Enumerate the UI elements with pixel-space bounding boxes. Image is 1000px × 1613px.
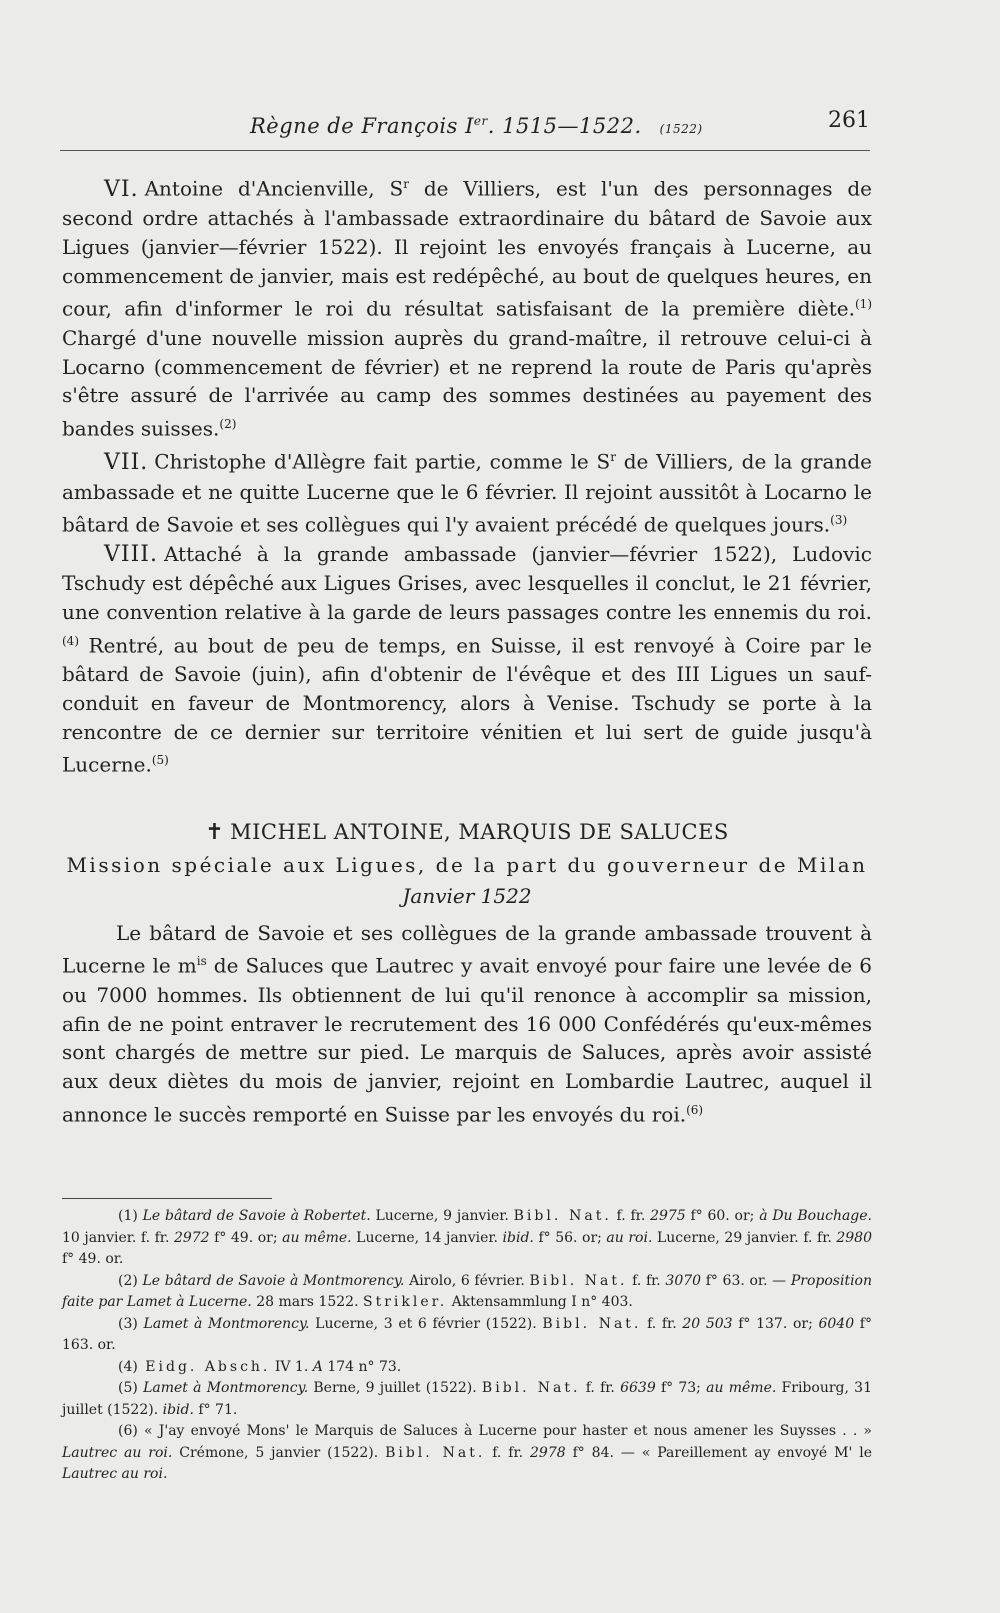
footnote-text: 2980 — [836, 1229, 872, 1246]
footnote-text: f. fr. — [641, 1315, 683, 1332]
footnote-text: Le bâtard de Savoie à Montmorency. — [137, 1272, 405, 1289]
footnote-text: Crémone, 5 janvier (1522). — [172, 1444, 386, 1461]
footnote-text: f. fr. — [611, 1208, 651, 1224]
section-number: VIII. — [104, 541, 158, 567]
footnote-text: Bibl. Nat. — [385, 1444, 486, 1461]
footnote-text: Lautrec au roi. — [62, 1444, 173, 1461]
footnote-text: f. fr. — [627, 1272, 666, 1289]
footnote-text: f. fr. — [580, 1380, 621, 1396]
section-vii: VII. Christophe d'Allègre fait partie, comme le $S^r$ de Villiers, de la grande ambassade et ne quitte Lucerne que le 6 février. Il rejoint aussitôt à Locarno le bâtard de Savoie et ses collègues qui l'y avaient précédé de quelques jours.$^{(3)}$ — [62, 449, 872, 538]
footnote-number: (4) — [118, 1358, 138, 1375]
footnote-text: f° 49. or; — [209, 1229, 283, 1246]
footnote-text: Lautrec au roi. — [62, 1466, 168, 1482]
footnote-number: (3) — [118, 1315, 138, 1332]
footnote-text: f° 84. — « Pareillement ay envoyé M' le — [565, 1444, 873, 1461]
footnote-text: 2978 — [530, 1444, 566, 1461]
footnote-text: Berne, 9 juillet (1522). — [308, 1380, 482, 1396]
header-rule — [60, 150, 870, 151]
entry-mission: Mission spéciale aux Ligues, de la part du gouverneur de Milan — [66, 853, 868, 878]
section-vi: VI. Antoine d'Ancienville, $S^r$ de Villiers, est l'un des personnages de second ordre attachés à l'ambassade extraordinaire du bâtard de Savoie aux Ligues (janvier—février 1522). Il rejoint les envoyés français à Lucerne, au commencement de janvier, mais est redépêché, au bout de quelques heures, en cour, afin d'informer le roi du résultat satisfaisant de la première diète.$^{(1)}$ Chargé d'une nouvelle mission auprès du grand-maître, il retrouve celui-ci à Locarno (commencement de février) et ne reprend la route de Paris qu'après s'être assuré de l'arrivée au camp des sommes destinées au payement des bandes suisses.$^{(2)}$ — [62, 176, 872, 441]
section-number: VII. — [104, 449, 149, 475]
footnote-text: 6639 — [620, 1380, 656, 1396]
footnote-text: Airolo, 6 février. — [404, 1272, 530, 1289]
footnote-text: Bibl. Nat. — [529, 1272, 628, 1289]
footnote-rule — [62, 1198, 272, 1199]
footnote-text: f° 49. or. — [62, 1251, 124, 1267]
header-date-note: (1522) — [659, 122, 703, 136]
footnote-text: Lucerne, 14 janvier. — [351, 1229, 503, 1246]
footnote-text: Lamet à Montmorency. — [137, 1380, 309, 1396]
footnote-text: Lucerne, 9 janvier. — [370, 1208, 514, 1224]
footnote-text: Bibl. Nat. — [513, 1208, 612, 1224]
section-viii: VIII. Attaché à la grande ambassade (janvier—février 1522), Ludovic Tschudy est dépêché aux Ligues Grises, avec lesquelles il conclut, le 21 février, une convention relative à la garde de leurs passages contre les ennemis du roi.$^{(4)}$ Rentré, au bout de peu de temps, en Suisse, il est renvoyé à Coire par le bâtard de Savoie (juin), afin d'obtenir de l'évêque et des III Ligues un sauf-conduit en faveur de Montmorency, alors à Venise. Tschudy se porte à la rencontre de ce dernier sur territoire vénitien et lui sert de guide jusqu'à Lucerne.$^{(5)}$ — [62, 541, 872, 777]
footnote-text: 3070 — [665, 1272, 702, 1289]
footnote-text: 174 n° 73. — [322, 1358, 402, 1375]
footnote-1 — [62, 1206, 872, 1271]
footnote-ref: (1) — [855, 297, 872, 312]
footnote-ref: (2) — [219, 416, 237, 431]
footnote-text: 28 mars 1522. — [251, 1294, 363, 1310]
footnote-text: A — [312, 1358, 323, 1375]
footnote-2 — [62, 1271, 872, 1314]
footnote-ref: (3) — [830, 513, 848, 528]
cross-icon: ✝ — [205, 819, 225, 845]
footnote-6 — [62, 1421, 872, 1486]
page-number: 261 — [828, 108, 870, 133]
footnote-text: Proposition faite par Lamet à Lucerne. — [62, 1272, 872, 1310]
footnote-text: f° 56. or; — [533, 1229, 607, 1246]
footnote-text: 2975 — [650, 1208, 686, 1224]
footnote-text: Le bâtard de Savoie à Robertet. — [137, 1208, 371, 1224]
footnote-text: Bibl. Nat. — [481, 1380, 581, 1396]
footnote-5 — [62, 1378, 872, 1421]
running-title: Règne de François Ier. 1515—1522. (1522) — [250, 114, 703, 138]
section-number: VI. — [104, 176, 139, 202]
footnote-text: Eidg. Absch. — [137, 1358, 271, 1375]
footnote-text: ibid. — [162, 1401, 194, 1418]
footnote-3 — [62, 1314, 872, 1357]
footnote-text: 10 janvier. f. fr. — [62, 1229, 174, 1246]
entry-date: Janvier 1522 — [402, 884, 532, 909]
footnote-text: f° 137. or; — [732, 1315, 819, 1332]
footnote-text: Lucerne, 29 janvier. f. fr. — [652, 1229, 837, 1246]
footnote-text: 20 503 — [682, 1315, 733, 1332]
footnote-text: Bibl. Nat. — [542, 1315, 642, 1332]
footnotes — [62, 1206, 872, 1486]
footnote-text: Fribourg, 31 juillet (1522). — [62, 1380, 872, 1418]
page-header — [60, 108, 870, 148]
footnote-text: Aktensammlung I n° 403. — [447, 1294, 633, 1310]
footnote-text: 2972 — [173, 1229, 210, 1246]
footnote-ref: (4) — [62, 633, 79, 648]
footnote-number: (1) — [118, 1208, 138, 1224]
footnote-4 — [62, 1357, 872, 1379]
footnote-text: au même. — [282, 1229, 352, 1246]
footnote-text: « J'ay envoyé Mons' le Marquis de Saluces à Lucerne pour haster et nous amener les Suysses . . » — [137, 1423, 872, 1439]
footnote-text: Lamet à Montmorency. — [137, 1315, 310, 1332]
footnote-text: au même. — [706, 1380, 777, 1396]
footnote-text: à Du Bouchage. — [759, 1208, 873, 1224]
footnote-text: IV 1. — [270, 1358, 313, 1375]
footnote-text: f. fr. — [485, 1444, 531, 1461]
entry-heading: ✝ MICHEL ANTOINE, MARQUIS DE SALUCES — [205, 819, 729, 845]
footnote-ref: (6) — [686, 1102, 704, 1117]
footnote-text: f° 60. or; — [685, 1208, 760, 1224]
footnote-text: ibid. — [502, 1229, 534, 1246]
footnote-text: 6040 — [818, 1315, 855, 1332]
footnote-text: Strikler. — [362, 1294, 448, 1310]
footnote-text: f° 63. or. — — [701, 1272, 791, 1289]
footnote-number: (5) — [118, 1380, 138, 1396]
entry-paragraph: Le bâtard de Savoie et ses collègues de la grande ambassade trouvent à Lucerne le $m^{is}$ de Saluces que Lautrec y avait envoyé pour faire une levée de 6 ou 7000 hommes. Ils obtiennent de lui qu'il renonce à accomplir sa mission, afin de ne point entraver le recrutement des 16 000 Confédérés qu'eux-mêmes sont chargés de mettre sur pied. Le marquis de Saluces, après avoir assisté aux deux diètes du mois de janvier, rejoint en Lombardie Lautrec, auquel il annonce le succès remporté en Suisse par les envoyés du roi.$^{(6)}$ — [62, 920, 873, 1127]
footnote-text: au roi. — [606, 1229, 653, 1246]
footnote-text: f° 73; — [655, 1380, 707, 1396]
footnote-text: f° 71. — [193, 1401, 238, 1418]
footnote-text: Lucerne, 3 et 6 février (1522). — [309, 1315, 543, 1332]
footnote-ref: (5) — [151, 753, 169, 768]
footnote-text: f° 163. or. — [62, 1315, 872, 1353]
footnote-number: (6) — [118, 1423, 138, 1439]
main-text — [62, 170, 872, 1129]
footnote-number: (2) — [118, 1272, 138, 1289]
